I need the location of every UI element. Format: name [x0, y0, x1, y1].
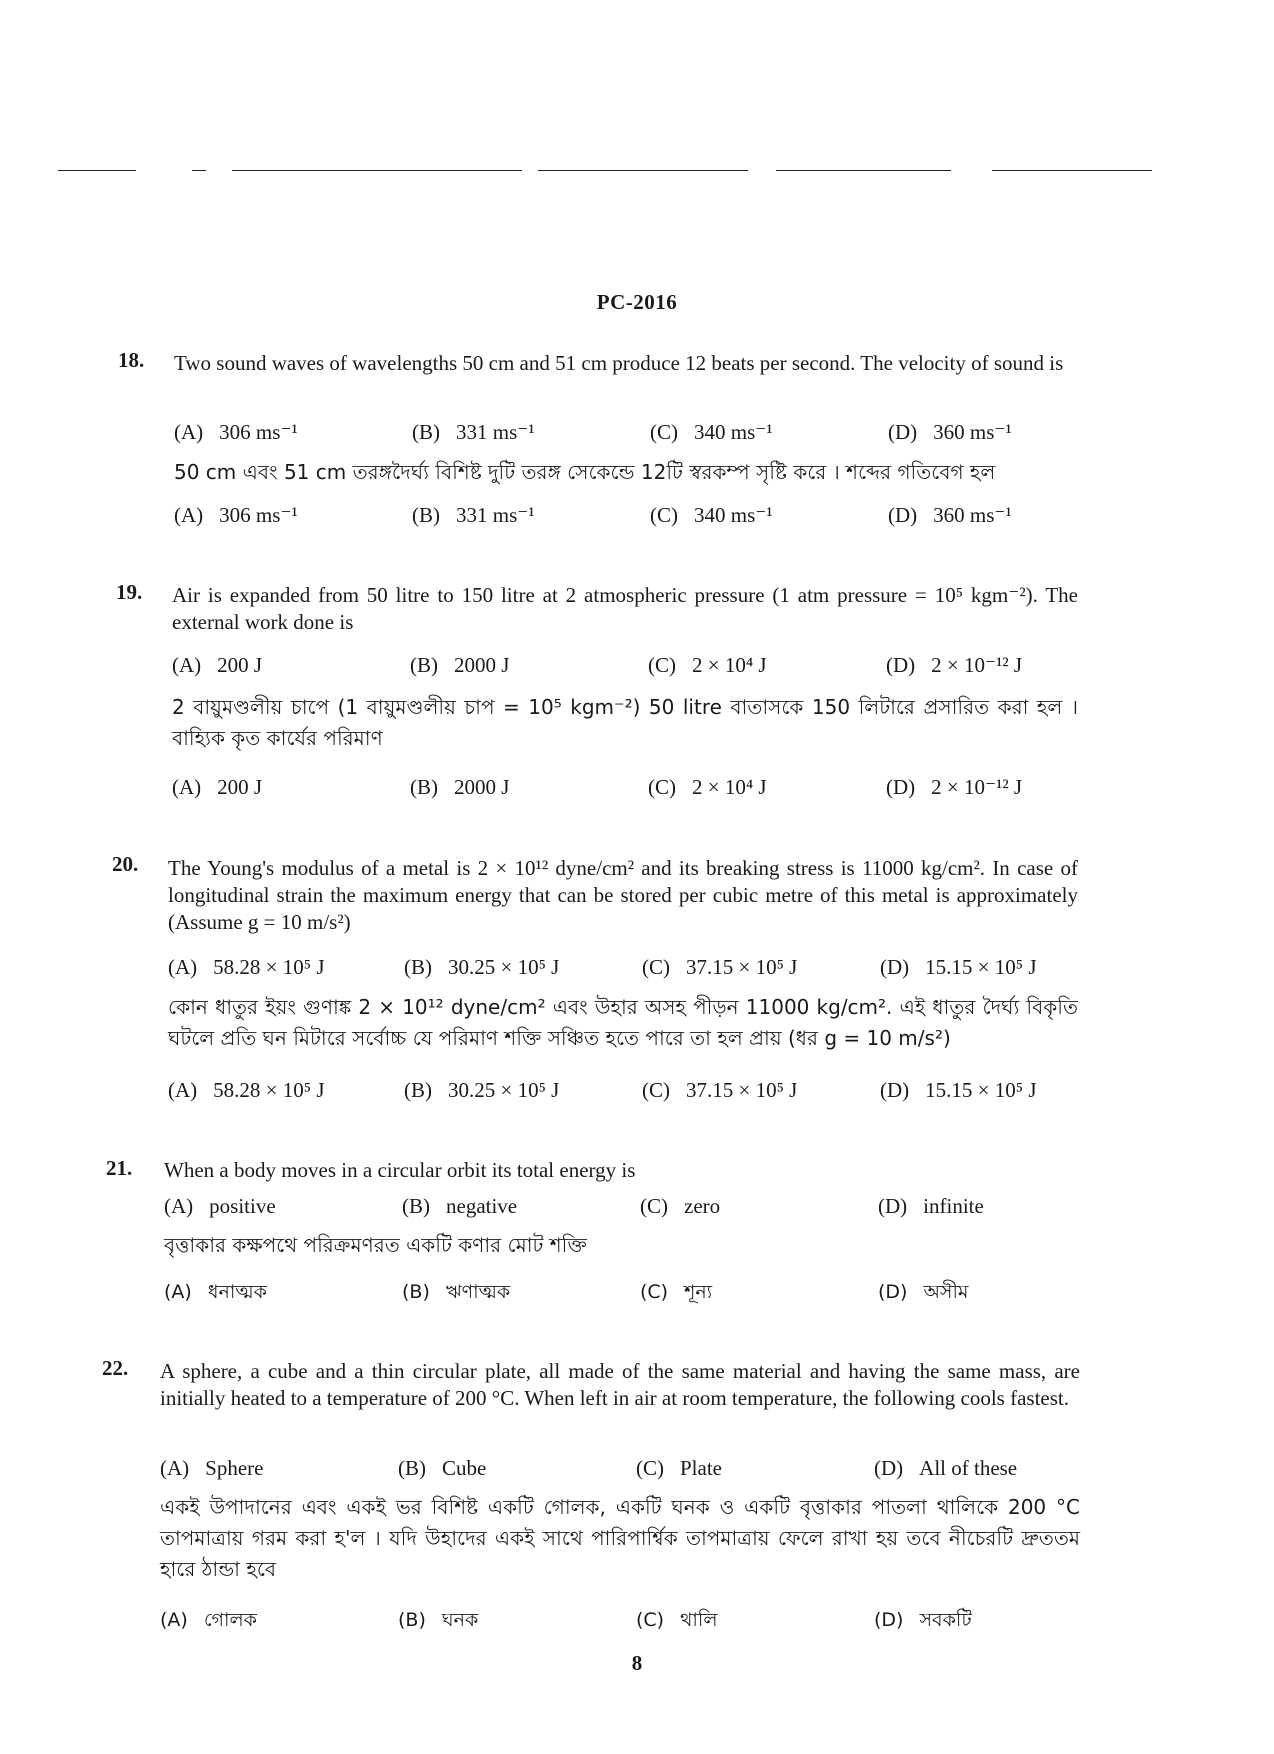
question-number: 22.	[102, 1356, 129, 1380]
options-en	[164, 1194, 1078, 1224]
option-a[interactable]: (A) positive	[164, 1194, 276, 1218]
options-en	[174, 420, 1078, 450]
option-a[interactable]: (A) Sphere	[160, 1456, 264, 1480]
option-d[interactable]: (D) 15.15 × 10⁵ J	[880, 1078, 1037, 1102]
question-number: 19.	[116, 580, 143, 604]
option-b[interactable]: (B) 2000 J	[410, 775, 510, 799]
option-d[interactable]: (D) All of these	[874, 1456, 1018, 1480]
question-text-en: When a body moves in a circular orbit its total energy is	[164, 1158, 636, 1182]
options-bn	[164, 1278, 1078, 1308]
option-a[interactable]: (A) গোলক	[160, 1609, 257, 1631]
option-c[interactable]: (C) 340 ms⁻¹	[650, 503, 773, 527]
option-a[interactable]: (A) 200 J	[172, 653, 263, 677]
question-text-en: The Young's modulus of a metal is 2 × 10¹² dyne/cm² and its breaking stress is 11000 kg/cm². In case of longitudinal strain the maximum energy that can be stored per cubic metre of this metal is approximately (Assume g = 10 m/s²)	[168, 856, 1078, 934]
option-a[interactable]: (A) 200 J	[172, 775, 263, 799]
option-c[interactable]: (C) 37.15 × 10⁵ J	[642, 1078, 798, 1102]
top-rule	[192, 170, 206, 171]
paper-code: PC-2016	[596, 290, 678, 314]
page-number: 8	[631, 1651, 643, 1675]
option-d[interactable]: (D) 360 ms⁻¹	[888, 503, 1012, 527]
question-text-en: Air is expanded from 50 litre to 150 litre at 2 atmospheric pressure (1 atm pressure = 10⁵ kgm⁻²). The external work done is	[172, 583, 1078, 634]
option-c[interactable]: (C) zero	[640, 1194, 721, 1218]
option-c[interactable]: (C) 2 × 10⁴ J	[648, 653, 767, 677]
top-rule	[538, 170, 748, 171]
options-en	[160, 1456, 1080, 1486]
top-rule	[776, 170, 951, 171]
option-c[interactable]: (C) Plate	[636, 1456, 722, 1480]
option-c[interactable]: (C) 37.15 × 10⁵ J	[642, 955, 798, 979]
options-bn	[172, 775, 1078, 805]
option-a[interactable]: (A) ধনাত্মক	[164, 1281, 267, 1303]
question-text-en: Two sound waves of wavelengths 50 cm and 51 cm produce 12 beats per second. The velocity of sound is	[174, 351, 1064, 375]
option-c[interactable]: (C) থালি	[636, 1609, 718, 1631]
question-text-en: A sphere, a cube and a thin circular plate, all made of the same material and having the same mass, are initially heated to a temperature of 200 °C. When left in air at room temperature, the following cools fastest.	[160, 1359, 1080, 1410]
option-a[interactable]: (A) 306 ms⁻¹	[174, 503, 298, 527]
options-bn	[168, 1078, 1078, 1108]
option-d[interactable]: (D) 360 ms⁻¹	[888, 420, 1012, 444]
option-b[interactable]: (B) 2000 J	[410, 653, 510, 677]
option-b[interactable]: (B) ঘনক	[398, 1609, 479, 1631]
question-number: 18.	[118, 348, 145, 372]
question-text-bn: বৃত্তাকার কক্ষপথে পরিক্রমণরত একটি কণার মোট শক্তি	[164, 1233, 587, 1257]
top-rule	[992, 170, 1152, 171]
options-en	[168, 955, 1078, 985]
option-c[interactable]: (C) 340 ms⁻¹	[650, 420, 773, 444]
option-b[interactable]: (B) 331 ms⁻¹	[412, 420, 535, 444]
option-b[interactable]: (B) Cube	[398, 1456, 487, 1480]
option-d[interactable]: (D) অসীম	[878, 1281, 969, 1303]
options-en	[172, 653, 1078, 683]
question-text-bn: কোন ধাতুর ইয়ং গুণাঙ্ক 2 × 10¹² dyne/cm² এবং উহার অসহ পীড়ন 11000 kg/cm². এই ধাতুর দৈর্ঘ্য বিকৃতি ঘটলে প্রতি ঘন মিটারে সর্বোচ্চ যে পরিমাণ শক্তি সঞ্চিত হতে পারে তা হল প্রায় (ধর g = 10 m/s²)	[168, 995, 1078, 1050]
question-number: 20.	[112, 852, 139, 876]
option-a[interactable]: (A) 58.28 × 10⁵ J	[168, 1078, 325, 1102]
option-b[interactable]: (B) 331 ms⁻¹	[412, 503, 535, 527]
option-a[interactable]: (A) 58.28 × 10⁵ J	[168, 955, 325, 979]
top-rule	[58, 170, 136, 171]
option-c[interactable]: (C) 2 × 10⁴ J	[648, 775, 767, 799]
question-text-bn: একই উপাদানের এবং একই ভর বিশিষ্ট একটি গোলক, একটি ঘনক ও একটি বৃত্তাকার পাতলা থালিকে 200 °C তাপমাত্রায় গরম করা হ'ল । যদি উহাদের একই সাথে পারিপার্শ্বিক তাপমাত্রায় ফেলে রাখা হয় তবে নীচেরটি দ্রুততম হারে ঠান্ডা হবে	[160, 1495, 1080, 1581]
options-bn	[160, 1606, 1080, 1636]
option-b[interactable]: (B) negative	[402, 1194, 518, 1218]
top-rule	[232, 170, 522, 171]
option-d[interactable]: (D) সবকটি	[874, 1609, 972, 1631]
option-b[interactable]: (B) 30.25 × 10⁵ J	[404, 955, 560, 979]
option-d[interactable]: (D) 15.15 × 10⁵ J	[880, 955, 1037, 979]
options-bn	[174, 503, 1078, 533]
option-d[interactable]: (D) 2 × 10⁻¹² J	[886, 775, 1023, 799]
option-b[interactable]: (B) ঋণাত্মক	[402, 1281, 511, 1303]
question-number: 21.	[106, 1156, 133, 1180]
question-text-bn: 50 cm এবং 51 cm তরঙ্গদৈর্ঘ্য বিশিষ্ট দুটি তরঙ্গ সেকেন্ডে 12টি স্বরকম্প সৃষ্টি করে । শব্দের গতিবেগ হল	[174, 460, 996, 484]
option-d[interactable]: (D) 2 × 10⁻¹² J	[886, 653, 1023, 677]
option-d[interactable]: (D) infinite	[878, 1194, 984, 1218]
option-c[interactable]: (C) শূন্য	[640, 1281, 713, 1303]
question-text-bn: 2 বায়ুমণ্ডলীয় চাপে (1 বায়ুমণ্ডলীয় চাপ = 10⁵ kgm⁻²) 50 litre বাতাসকে 150 লিটারে প্রসারিত করা হল । বাহ্যিক কৃত কার্যের পরিমাণ	[172, 695, 1078, 750]
option-a[interactable]: (A) 306 ms⁻¹	[174, 420, 298, 444]
option-b[interactable]: (B) 30.25 × 10⁵ J	[404, 1078, 560, 1102]
